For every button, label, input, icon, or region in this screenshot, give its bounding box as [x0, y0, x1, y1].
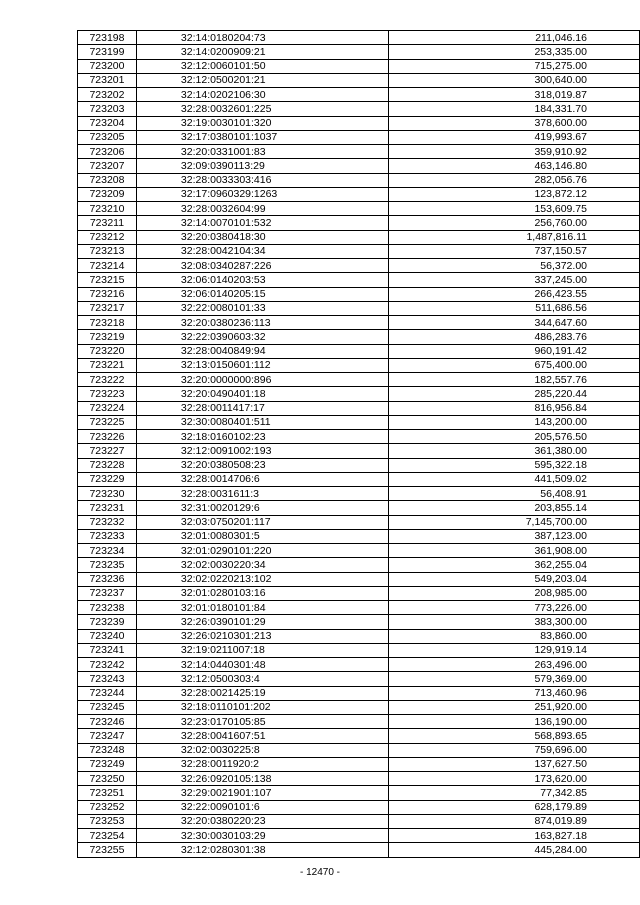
amount-cell: 163,827.18	[389, 829, 640, 843]
table-row	[78, 444, 640, 458]
row-id-cell: 723239	[78, 615, 137, 629]
cadastral-number-cell: 32:28:0011920:2	[136, 757, 388, 771]
amount-cell: 136,190.00	[389, 715, 640, 729]
amount-cell: 1,487,816.11	[389, 230, 640, 244]
amount-cell: 318,019.87	[389, 88, 640, 102]
amount-cell: 874,019.89	[389, 814, 640, 828]
cadastral-number-cell: 32:17:0960329:1263	[136, 187, 388, 201]
cadastral-number-cell: 32:20:0000000:896	[136, 373, 388, 387]
amount-cell: 549,203.04	[389, 572, 640, 586]
table-row	[78, 829, 640, 843]
amount-cell: 7,145,700.00	[389, 515, 640, 529]
cadastral-number-cell: 32:20:0380220:23	[136, 814, 388, 828]
cadastral-number-cell: 32:29:0021901:107	[136, 786, 388, 800]
row-id-cell: 723221	[78, 358, 137, 372]
amount-cell: 211,046.16	[389, 31, 640, 45]
table-row	[78, 130, 640, 144]
cadastral-number-cell: 32:20:0331001:83	[136, 145, 388, 159]
row-id-cell: 723213	[78, 244, 137, 258]
table-row	[78, 173, 640, 187]
page-number: - 12470 -	[299, 867, 341, 878]
cadastral-number-cell: 32:14:0200909:21	[136, 45, 388, 59]
table-row	[78, 273, 640, 287]
amount-cell: 77,342.85	[389, 786, 640, 800]
amount-cell: 251,920.00	[389, 700, 640, 714]
amount-cell: 344,647.60	[389, 316, 640, 330]
row-id-cell: 723216	[78, 287, 137, 301]
cadastral-number-cell: 32:23:0170105:85	[136, 715, 388, 729]
table-row	[78, 415, 640, 429]
cadastral-number-cell: 32:28:0040849:94	[136, 344, 388, 358]
row-id-cell: 723206	[78, 145, 137, 159]
table-row	[78, 301, 640, 315]
amount-cell: 463,146.80	[389, 159, 640, 173]
amount-cell: 960,191.42	[389, 344, 640, 358]
row-id-cell: 723211	[78, 216, 137, 230]
table-row	[78, 558, 640, 572]
table-row	[78, 672, 640, 686]
row-id-cell: 723251	[78, 786, 137, 800]
table-row	[78, 501, 640, 515]
cadastral-number-cell: 32:18:0160102:23	[136, 430, 388, 444]
row-id-cell: 723217	[78, 301, 137, 315]
cadastral-number-cell: 32:19:0030101:320	[136, 116, 388, 130]
table-row	[78, 373, 640, 387]
table-row	[78, 230, 640, 244]
amount-cell: 362,255.04	[389, 558, 640, 572]
row-id-cell: 723228	[78, 458, 137, 472]
cadastral-number-cell: 32:20:0490401:18	[136, 387, 388, 401]
table-row	[78, 430, 640, 444]
row-id-cell: 723230	[78, 487, 137, 501]
table-row	[78, 515, 640, 529]
row-id-cell: 723198	[78, 31, 137, 45]
row-id-cell: 723207	[78, 159, 137, 173]
amount-cell: 759,696.00	[389, 743, 640, 757]
cadastral-number-cell: 32:01:0280103:16	[136, 586, 388, 600]
table-row	[78, 800, 640, 814]
amount-cell: 263,496.00	[389, 658, 640, 672]
cadastral-number-cell: 32:06:0140205:15	[136, 287, 388, 301]
data-table	[77, 30, 640, 858]
amount-cell: 129,919.14	[389, 643, 640, 657]
cadastral-number-cell: 32:28:0042104:34	[136, 244, 388, 258]
cadastral-number-cell: 32:30:0080401:511	[136, 415, 388, 429]
cadastral-number-cell: 32:12:0500303:4	[136, 672, 388, 686]
row-id-cell: 723208	[78, 173, 137, 187]
table-row	[78, 88, 640, 102]
amount-cell: 203,855.14	[389, 501, 640, 515]
cadastral-number-cell: 32:31:0020129:6	[136, 501, 388, 515]
row-id-cell: 723201	[78, 73, 137, 87]
cadastral-number-cell: 32:28:0031611:3	[136, 487, 388, 501]
table-body	[78, 31, 640, 858]
row-id-cell: 723227	[78, 444, 137, 458]
table-row	[78, 316, 640, 330]
table-row	[78, 116, 640, 130]
amount-cell: 173,620.00	[389, 772, 640, 786]
table-row	[78, 287, 640, 301]
row-id-cell: 723210	[78, 202, 137, 216]
cadastral-number-cell: 32:01:0080301:5	[136, 529, 388, 543]
row-id-cell: 723232	[78, 515, 137, 529]
row-id-cell: 723234	[78, 544, 137, 558]
table-row	[78, 586, 640, 600]
table-row	[78, 487, 640, 501]
table-row	[78, 202, 640, 216]
table-row	[78, 187, 640, 201]
row-id-cell: 723246	[78, 715, 137, 729]
amount-cell: 56,408.91	[389, 487, 640, 501]
cadastral-number-cell: 32:17:0380101:1037	[136, 130, 388, 144]
row-id-cell: 723203	[78, 102, 137, 116]
cadastral-number-cell: 32:20:0380236:113	[136, 316, 388, 330]
row-id-cell: 723219	[78, 330, 137, 344]
row-id-cell: 723254	[78, 829, 137, 843]
row-id-cell: 723238	[78, 601, 137, 615]
table-row	[78, 843, 640, 857]
row-id-cell: 723242	[78, 658, 137, 672]
amount-cell: 143,200.00	[389, 415, 640, 429]
amount-cell: 715,275.00	[389, 59, 640, 73]
cadastral-number-cell: 32:28:0011417:17	[136, 401, 388, 415]
cadastral-number-cell: 32:30:0030103:29	[136, 829, 388, 843]
row-id-cell: 723200	[78, 59, 137, 73]
row-id-cell: 723205	[78, 130, 137, 144]
amount-cell: 182,557.76	[389, 373, 640, 387]
cadastral-number-cell: 32:02:0220213:102	[136, 572, 388, 586]
row-id-cell: 723229	[78, 472, 137, 486]
table-row	[78, 715, 640, 729]
row-id-cell: 723214	[78, 259, 137, 273]
row-id-cell: 723215	[78, 273, 137, 287]
row-id-cell: 723235	[78, 558, 137, 572]
row-id-cell: 723249	[78, 757, 137, 771]
row-id-cell: 723204	[78, 116, 137, 130]
amount-cell: 208,985.00	[389, 586, 640, 600]
amount-cell: 675,400.00	[389, 358, 640, 372]
row-id-cell: 723233	[78, 529, 137, 543]
table-row	[78, 102, 640, 116]
row-id-cell: 723250	[78, 772, 137, 786]
row-id-cell: 723244	[78, 686, 137, 700]
row-id-cell: 723240	[78, 629, 137, 643]
row-id-cell: 723225	[78, 415, 137, 429]
cadastral-number-cell: 32:28:0032601:225	[136, 102, 388, 116]
table-row	[78, 401, 640, 415]
table-row	[78, 729, 640, 743]
table-row	[78, 757, 640, 771]
row-id-cell: 723231	[78, 501, 137, 515]
cadastral-number-cell: 32:26:0390101:29	[136, 615, 388, 629]
cadastral-number-cell: 32:14:0180204:73	[136, 31, 388, 45]
cadastral-number-cell: 32:28:0021425:19	[136, 686, 388, 700]
amount-cell: 486,283.76	[389, 330, 640, 344]
cadastral-number-cell: 32:28:0041607:51	[136, 729, 388, 743]
table-row	[78, 45, 640, 59]
amount-cell: 184,331.70	[389, 102, 640, 116]
cadastral-number-cell: 32:12:0060101:50	[136, 59, 388, 73]
amount-cell: 361,908.00	[389, 544, 640, 558]
amount-cell: 253,335.00	[389, 45, 640, 59]
row-id-cell: 723236	[78, 572, 137, 586]
amount-cell: 628,179.89	[389, 800, 640, 814]
cadastral-number-cell: 32:28:0033303:416	[136, 173, 388, 187]
table-row	[78, 358, 640, 372]
cadastral-number-cell: 32:03:0750201:117	[136, 515, 388, 529]
table-row	[78, 387, 640, 401]
amount-cell: 300,640.00	[389, 73, 640, 87]
amount-cell: 445,284.00	[389, 843, 640, 857]
amount-cell: 359,910.92	[389, 145, 640, 159]
amount-cell: 419,993.67	[389, 130, 640, 144]
table-row	[78, 330, 640, 344]
cadastral-number-cell: 32:01:0290101:220	[136, 544, 388, 558]
amount-cell: 773,226.00	[389, 601, 640, 615]
cadastral-number-cell: 32:28:0014706:6	[136, 472, 388, 486]
cadastral-number-cell: 32:22:0080101:33	[136, 301, 388, 315]
amount-cell: 361,380.00	[389, 444, 640, 458]
table-row	[78, 31, 640, 45]
cadastral-number-cell: 32:22:0390603:32	[136, 330, 388, 344]
table-row	[78, 572, 640, 586]
amount-cell: 256,760.00	[389, 216, 640, 230]
row-id-cell: 723255	[78, 843, 137, 857]
amount-cell: 266,423.55	[389, 287, 640, 301]
row-id-cell: 723226	[78, 430, 137, 444]
cadastral-number-cell: 32:12:0091002:193	[136, 444, 388, 458]
table-row	[78, 145, 640, 159]
table-row	[78, 529, 640, 543]
table-row	[78, 700, 640, 714]
amount-cell: 579,369.00	[389, 672, 640, 686]
row-id-cell: 723252	[78, 800, 137, 814]
table-row	[78, 814, 640, 828]
cadastral-number-cell: 32:18:0110101:202	[136, 700, 388, 714]
cadastral-number-cell: 32:19:0211007:18	[136, 643, 388, 657]
amount-cell: 737,150.57	[389, 244, 640, 258]
row-id-cell: 723224	[78, 401, 137, 415]
cadastral-number-cell: 32:02:0030225:8	[136, 743, 388, 757]
cadastral-number-cell: 32:26:0920105:138	[136, 772, 388, 786]
cadastral-number-cell: 32:12:0280301:38	[136, 843, 388, 857]
amount-cell: 816,956.84	[389, 401, 640, 415]
row-id-cell: 723209	[78, 187, 137, 201]
row-id-cell: 723202	[78, 88, 137, 102]
cadastral-number-cell: 32:08:0340287:226	[136, 259, 388, 273]
cadastral-number-cell: 32:09:0390113:29	[136, 159, 388, 173]
table-row	[78, 159, 640, 173]
row-id-cell: 723199	[78, 45, 137, 59]
row-id-cell: 723248	[78, 743, 137, 757]
amount-cell: 337,245.00	[389, 273, 640, 287]
cadastral-number-cell: 32:20:0380508:23	[136, 458, 388, 472]
table-row	[78, 344, 640, 358]
cadastral-number-cell: 32:06:0140203:53	[136, 273, 388, 287]
amount-cell: 387,123.00	[389, 529, 640, 543]
table-row	[78, 259, 640, 273]
table-row	[78, 658, 640, 672]
table-row	[78, 643, 640, 657]
amount-cell: 595,322.18	[389, 458, 640, 472]
amount-cell: 56,372.00	[389, 259, 640, 273]
amount-cell: 282,056.76	[389, 173, 640, 187]
row-id-cell: 723247	[78, 729, 137, 743]
table-row	[78, 73, 640, 87]
table-row	[78, 786, 640, 800]
table-row	[78, 615, 640, 629]
table-row	[78, 544, 640, 558]
cadastral-number-cell: 32:28:0032604:99	[136, 202, 388, 216]
amount-cell: 153,609.75	[389, 202, 640, 216]
table-row	[78, 472, 640, 486]
cadastral-number-cell: 32:12:0500201:21	[136, 73, 388, 87]
amount-cell: 378,600.00	[389, 116, 640, 130]
row-id-cell: 723245	[78, 700, 137, 714]
cadastral-number-cell: 32:26:0210301:213	[136, 629, 388, 643]
row-id-cell: 723243	[78, 672, 137, 686]
table-row	[78, 772, 640, 786]
cadastral-number-cell: 32:02:0030220:34	[136, 558, 388, 572]
amount-cell: 441,509.02	[389, 472, 640, 486]
amount-cell: 137,627.50	[389, 757, 640, 771]
cadastral-number-cell: 32:14:0202106:30	[136, 88, 388, 102]
row-id-cell: 723223	[78, 387, 137, 401]
table-row	[78, 458, 640, 472]
table-row	[78, 216, 640, 230]
amount-cell: 568,893.65	[389, 729, 640, 743]
amount-cell: 205,576.50	[389, 430, 640, 444]
row-id-cell: 723218	[78, 316, 137, 330]
amount-cell: 83,860.00	[389, 629, 640, 643]
amount-cell: 123,872.12	[389, 187, 640, 201]
amount-cell: 511,686.56	[389, 301, 640, 315]
table-row	[78, 601, 640, 615]
row-id-cell: 723222	[78, 373, 137, 387]
row-id-cell: 723220	[78, 344, 137, 358]
amount-cell: 713,460.96	[389, 686, 640, 700]
row-id-cell: 723212	[78, 230, 137, 244]
table-row	[78, 743, 640, 757]
cadastral-number-cell: 32:20:0380418:30	[136, 230, 388, 244]
table-row	[78, 686, 640, 700]
cadastral-number-cell: 32:13:0150601:112	[136, 358, 388, 372]
row-id-cell: 723237	[78, 586, 137, 600]
amount-cell: 285,220.44	[389, 387, 640, 401]
cadastral-number-cell: 32:14:0070101:532	[136, 216, 388, 230]
row-id-cell: 723253	[78, 814, 137, 828]
table-row	[78, 59, 640, 73]
cadastral-number-cell: 32:14:0440301:48	[136, 658, 388, 672]
cadastral-number-cell: 32:22:0090101:6	[136, 800, 388, 814]
row-id-cell: 723241	[78, 643, 137, 657]
table-row	[78, 629, 640, 643]
table-row	[78, 244, 640, 258]
cadastral-number-cell: 32:01:0180101:84	[136, 601, 388, 615]
amount-cell: 383,300.00	[389, 615, 640, 629]
